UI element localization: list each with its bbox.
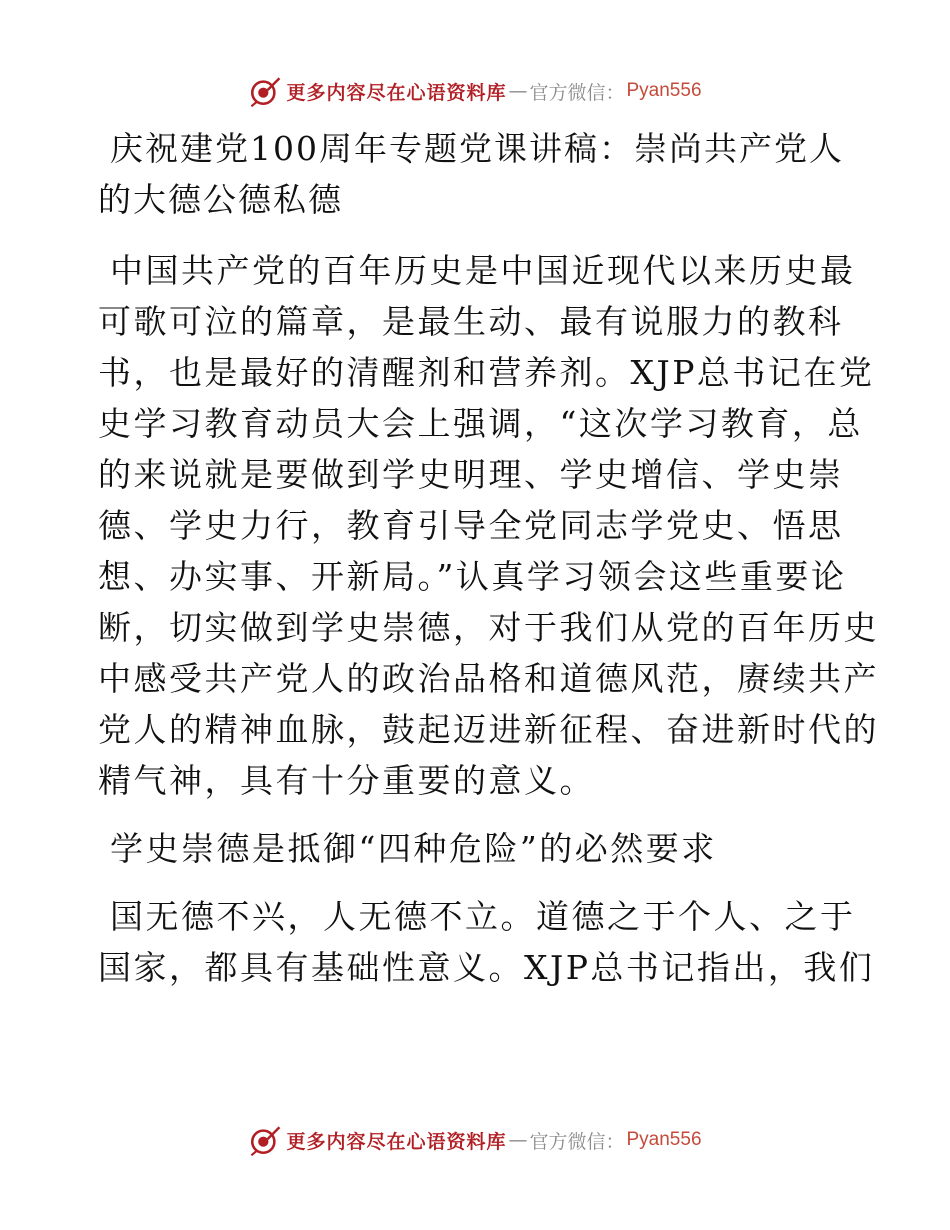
paragraph-line: 中感受共产党人的政治品格和道德风范，赓续共产 — [98, 659, 879, 698]
title-line: 的大德公德私德 — [98, 180, 343, 219]
section-heading: 学史崇德是抵御“四种危险”的必然要求 — [110, 829, 717, 868]
paragraph-2 — [98, 891, 875, 993]
banner-brand: 更多内容尽在心语资料库 — [286, 81, 507, 104]
banner-dash: — — [508, 80, 528, 102]
paragraph-line: 国家，都具有基础性意义。XJP总书记指出，我们 — [98, 948, 875, 987]
banner-wechat-id: Pyan556 — [626, 80, 702, 101]
pen-seal-logo-icon — [248, 1123, 282, 1157]
banner-sub: 官方微信： — [529, 81, 625, 104]
paragraph-line: 精气神，具有十分重要的意义。 — [98, 761, 595, 800]
paragraph-1 — [98, 245, 879, 806]
paragraph-line: 德、学史力行，教育引导全党同志学党史、悟思 — [98, 506, 844, 545]
pen-seal-logo-icon — [248, 74, 282, 108]
title-line: 庆祝建党100周年专题党课讲稿：崇尚共产党人 — [110, 129, 844, 168]
paragraph-line: 史学习教育动员大会上强调，“这次学习教育，总 — [98, 404, 863, 443]
banner-dash: — — [508, 1129, 528, 1151]
header-banner — [0, 71, 950, 111]
banner-wechat-id: Pyan556 — [626, 1129, 702, 1150]
paragraph-line: 的来说就是要做到学史明理、学史增信、学史崇 — [98, 455, 844, 494]
paragraph-line: 断，切实做到学史崇德，对于我们从党的百年历史 — [98, 608, 879, 647]
paragraph-line: 想、办实事、开新局。”认真学习领会这些重要论 — [98, 557, 847, 596]
document-title — [98, 123, 858, 225]
document-body — [98, 123, 879, 993]
paragraph-line: 党人的精神血脉，鼓起迈进新征程、奋进新时代的 — [98, 710, 879, 749]
footer-banner — [0, 1120, 950, 1160]
paragraph-line: 可歌可泣的篇章，是最生动、最有说服力的教科 — [98, 302, 844, 341]
banner-brand: 更多内容尽在心语资料库 — [286, 1130, 507, 1153]
paragraph-line: 国无德不兴，人无德不立。道德之于个人、之于 — [110, 897, 856, 936]
paragraph-line: 中国共产党的百年历史是中国近现代以来历史最 — [110, 251, 856, 290]
banner-sub: 官方微信： — [529, 1130, 625, 1153]
paragraph-line: 书，也是最好的清醒剂和营养剂。XJP总书记在党 — [98, 353, 875, 392]
